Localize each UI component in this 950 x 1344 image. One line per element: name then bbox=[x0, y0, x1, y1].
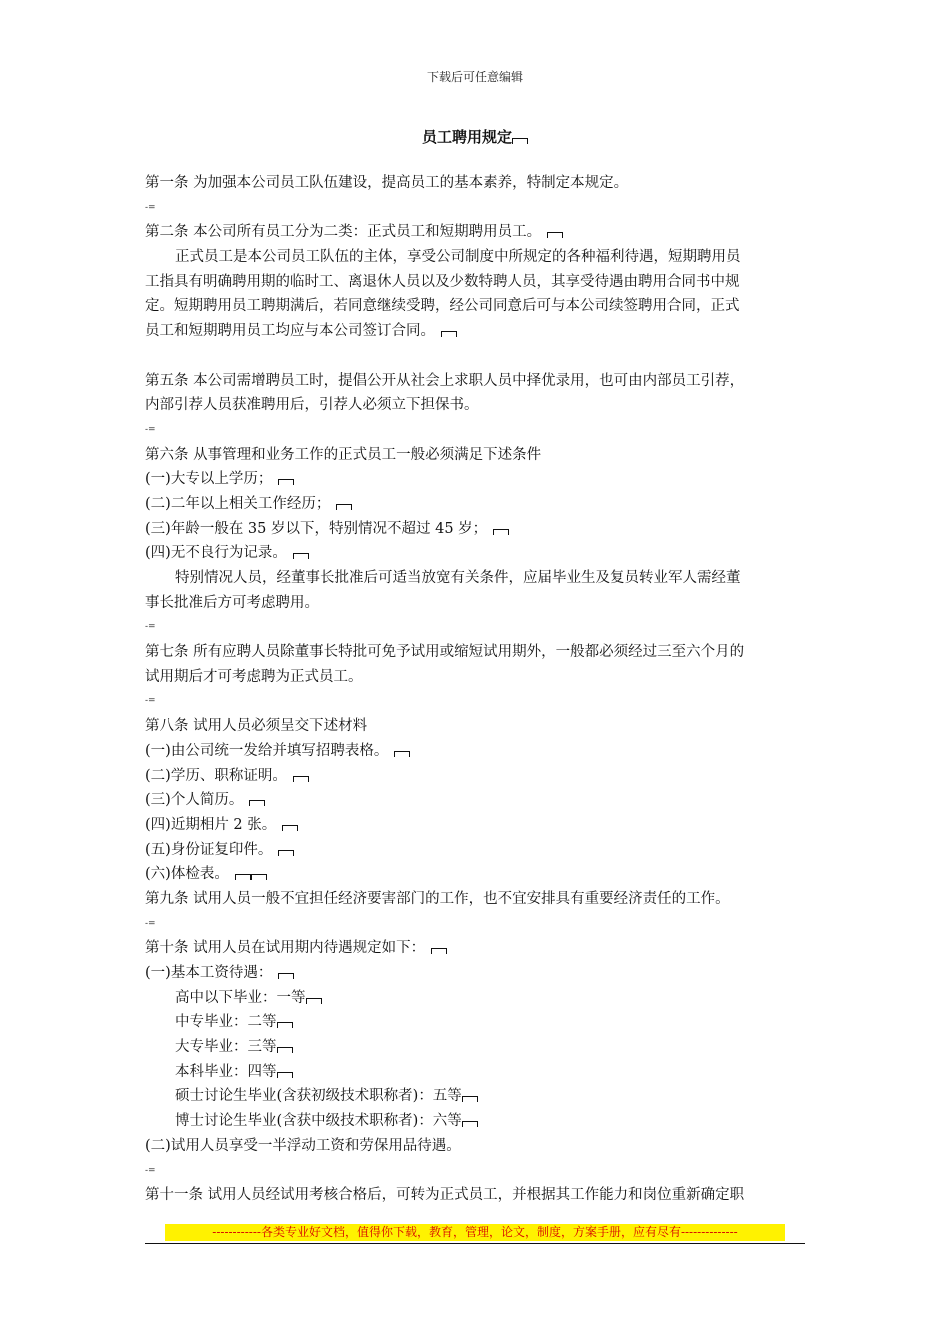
article-11: 第十一条 试用人员经试用考核合格后，可转为正式员工，并根据其工作能力和岗位重新确定职 bbox=[145, 1187, 745, 1204]
list-item bbox=[145, 492, 810, 517]
list-item-text: (四)无不良行为记录。 bbox=[145, 545, 287, 562]
list-item-text: (三)年龄一般在 35 岁以下，特别情况不超过 45 岁； bbox=[145, 520, 488, 537]
list-item bbox=[145, 541, 810, 566]
return-mark-icon bbox=[278, 479, 294, 485]
return-mark-icon bbox=[282, 825, 298, 831]
list-item-text: (二)学历、职称证明。 bbox=[145, 767, 287, 784]
list-item bbox=[145, 862, 810, 887]
document-body bbox=[145, 171, 810, 1208]
return-mark-icon bbox=[251, 874, 267, 880]
return-mark-icon bbox=[278, 973, 294, 979]
paragraph-mark: -= bbox=[145, 202, 156, 213]
article-9: 第九条 试用人员一般不宜担任经济要害部门的工作，也不宜安排具有重要经济责任的工作。 bbox=[145, 890, 730, 907]
list-item bbox=[145, 467, 810, 492]
article-10-text: 第十条 试用人员在试用期内待遇规定如下： bbox=[145, 940, 426, 957]
return-mark-icon bbox=[235, 874, 251, 880]
list-item-text: (二)二年以上相关工作经历； bbox=[145, 495, 331, 512]
paragraph-mark: -= bbox=[145, 696, 156, 707]
return-mark-icon bbox=[277, 1072, 293, 1078]
salary-grade-text: 大专毕业：三等 bbox=[175, 1039, 277, 1056]
article-7-cont: 试用期后才可考虑聘为正式员工。 bbox=[145, 668, 363, 685]
return-mark-icon bbox=[462, 1121, 478, 1127]
footer-ad-banner: ------------各类专业好文档，值得你下载，教育，管理，论文，制度，方案手册，应有尽有-------------- bbox=[165, 1224, 785, 1241]
salary-grade-text: 中专毕业：二等 bbox=[175, 1014, 277, 1031]
footer-divider bbox=[145, 1243, 805, 1244]
article-5-cont: 内部引荐人员获准聘用后，引荐人必须立下担保书。 bbox=[145, 397, 479, 414]
article-6-note: 特别情况人员，经董事长批准后可适当放宽有关条件，应届毕业生及复员转业军人需经董 bbox=[175, 570, 741, 586]
article-1: 第一条 为加强本公司员工队伍建设，提高员工的基本素养，特制定本规定。 bbox=[145, 175, 629, 191]
list-item bbox=[145, 813, 810, 838]
list-item-text: (一)大专以上学历； bbox=[145, 471, 273, 488]
list-item bbox=[145, 838, 810, 863]
salary-grade-item bbox=[145, 1084, 810, 1109]
salary-grade-item bbox=[145, 1060, 810, 1085]
salary-grade-item bbox=[145, 986, 810, 1011]
return-mark-icon bbox=[336, 504, 352, 510]
article-2-text: 第二条 本公司所有员工分为二类：正式员工和短期聘用员工。 bbox=[145, 224, 542, 241]
list-item bbox=[145, 788, 810, 813]
return-mark-icon bbox=[278, 850, 294, 856]
return-mark-icon bbox=[277, 1022, 293, 1028]
article-10 bbox=[145, 936, 810, 961]
article-2 bbox=[145, 220, 810, 245]
salary-grade-item bbox=[145, 1035, 810, 1060]
article-2-body-line bbox=[145, 319, 810, 344]
paragraph-mark: -= bbox=[145, 622, 156, 633]
list-item-text: (五)身份证复印件。 bbox=[145, 841, 273, 858]
return-mark-icon bbox=[306, 998, 322, 1004]
paragraph-mark: -= bbox=[145, 424, 156, 435]
page-header-note: 下载后可任意编辑 bbox=[426, 70, 523, 84]
return-mark-icon bbox=[249, 800, 265, 806]
list-item-text: (一)由公司统一发给并填写招聘表格。 bbox=[145, 742, 389, 759]
return-mark-icon bbox=[293, 776, 309, 782]
return-mark-icon bbox=[512, 138, 528, 144]
list-item-text: (三)个人简历。 bbox=[145, 792, 244, 809]
return-mark-icon bbox=[277, 1047, 293, 1053]
article-2-body-line: 工指具有明确聘用期的临时工、离退休人员以及少数特聘人员，其享受待遇由聘用合同书中规 bbox=[145, 273, 740, 290]
list-item-text: (六)体检表。 bbox=[145, 866, 229, 883]
return-mark-icon bbox=[493, 529, 509, 535]
article-5: 第五条 本公司需增聘员工时，提倡公开从社会上求职人员中择优录用，也可由内部员工引荐， bbox=[145, 372, 745, 389]
article-2-body-line: 定。短期聘用员工聘期满后，若同意继续受聘，经公司同意后可与本公司续签聘用合同，正式 bbox=[145, 298, 740, 315]
title-text: 员工聘用规定 bbox=[421, 128, 512, 146]
list-item: (二)试用人员享受一半浮动工资和劳保用品待遇。 bbox=[145, 1137, 461, 1154]
paragraph-mark: -= bbox=[145, 1165, 156, 1176]
return-mark-icon bbox=[431, 948, 447, 954]
list-item-text: (一)基本工资待遇： bbox=[145, 965, 273, 981]
article-7: 第七条 所有应聘人员除董事长特批可免予试用或缩短试用期外，一般都必须经过三至六个月的 bbox=[145, 644, 745, 661]
return-mark-icon bbox=[462, 1096, 478, 1102]
salary-grade-text: 高中以下毕业：一等 bbox=[175, 989, 306, 1006]
return-mark-icon bbox=[441, 331, 457, 337]
salary-grade-text: 硕士讨论生毕业(含获初级技术职称者)：五等 bbox=[175, 1088, 462, 1105]
list-item bbox=[145, 961, 810, 986]
salary-grade-item bbox=[145, 1010, 810, 1035]
salary-grade-text: 博士讨论生毕业(含获中级技术职称者)：六等 bbox=[175, 1113, 462, 1130]
list-item-text: (四)近期相片 2 张。 bbox=[145, 816, 277, 833]
article-2-body-line: 正式员工是本公司员工队伍的主体，享受公司制度中所规定的各种福利待遇，短期聘用员 bbox=[175, 249, 741, 266]
article-8: 第八条 试用人员必须呈交下述材料 bbox=[145, 718, 368, 735]
list-item bbox=[145, 739, 810, 764]
salary-grade-item bbox=[145, 1109, 810, 1134]
article-6-note-cont: 事长批准后方可考虑聘用。 bbox=[145, 594, 319, 611]
salary-grade-text: 本科毕业：四等 bbox=[175, 1063, 277, 1080]
list-item bbox=[145, 764, 810, 789]
article-2-body-text: 员工和短期聘用员工均应与本公司签订合同。 bbox=[145, 323, 435, 340]
blank-line bbox=[145, 344, 810, 369]
article-6: 第六条 从事管理和业务工作的正式员工一般必须满足下述条件 bbox=[145, 446, 542, 463]
return-mark-icon bbox=[293, 553, 309, 559]
return-mark-icon bbox=[394, 751, 410, 757]
return-mark-icon bbox=[547, 232, 563, 238]
document-title bbox=[0, 126, 950, 147]
paragraph-mark: -= bbox=[145, 918, 156, 929]
list-item bbox=[145, 517, 810, 542]
